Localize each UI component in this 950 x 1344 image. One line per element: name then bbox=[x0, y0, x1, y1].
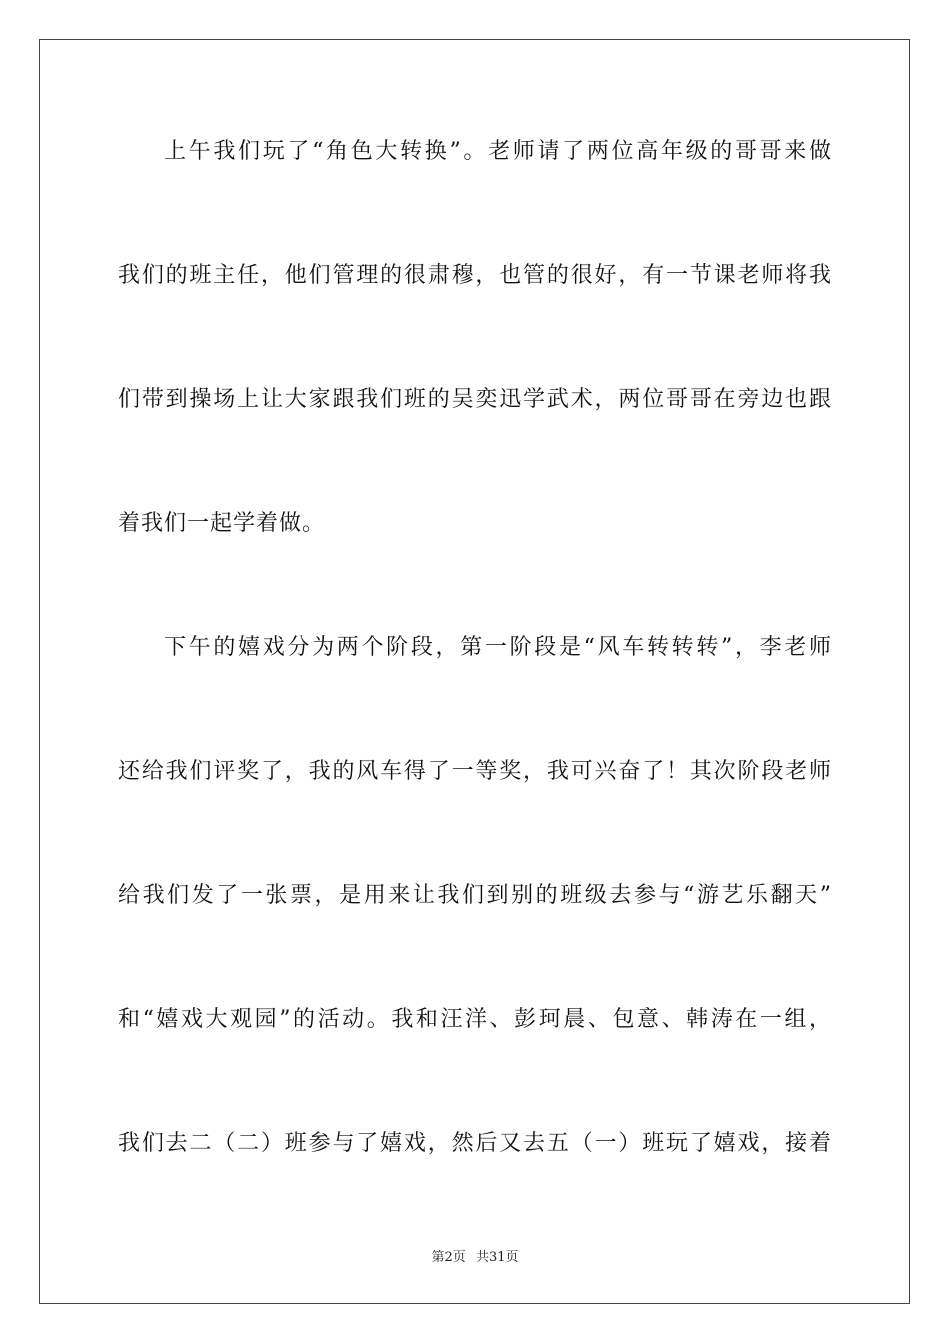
paragraph-1-line-4: 着我们一起学着做。 bbox=[118, 511, 326, 536]
paragraph-2-line-2: 还给我们评奖了，我的风车得了一等奖，我可兴奋了！其次阶段老师 bbox=[118, 759, 832, 784]
paragraph-2-line-1: 下午的嬉戏分为两个阶段，第一阶段是“风车转转转”，李老师 bbox=[164, 635, 832, 660]
page-footer bbox=[0, 1246, 950, 1265]
paragraph-1-line-2: 我们的班主任，他们管理的很肃穆，也管的很好，有一节课老师将我 bbox=[118, 263, 832, 288]
paragraph-1-line-3: 们带到操场上让大家跟我们班的吴奕迅学武术，两位哥哥在旁边也跟 bbox=[118, 387, 832, 412]
page-border bbox=[39, 39, 910, 1304]
paragraph-2-line-4: 和“嬉戏大观园”的活动。我和汪洋、彭珂晨、包意、韩涛在一组， bbox=[118, 1007, 832, 1032]
page-number: 第2页 bbox=[431, 1250, 466, 1265]
paragraph-1-line-1: 上午我们玩了“角色大转换”。老师请了两位高年级的哥哥来做 bbox=[164, 139, 832, 164]
page-total: 共31页 bbox=[475, 1250, 519, 1265]
paragraph-2-line-5: 我们去二（二）班参与了嬉戏，然后又去五（一）班玩了嬉戏，接着 bbox=[118, 1131, 832, 1156]
paragraph-2-line-3: 给我们发了一张票，是用来让我们到别的班级去参与“游艺乐翻天” bbox=[118, 883, 832, 908]
